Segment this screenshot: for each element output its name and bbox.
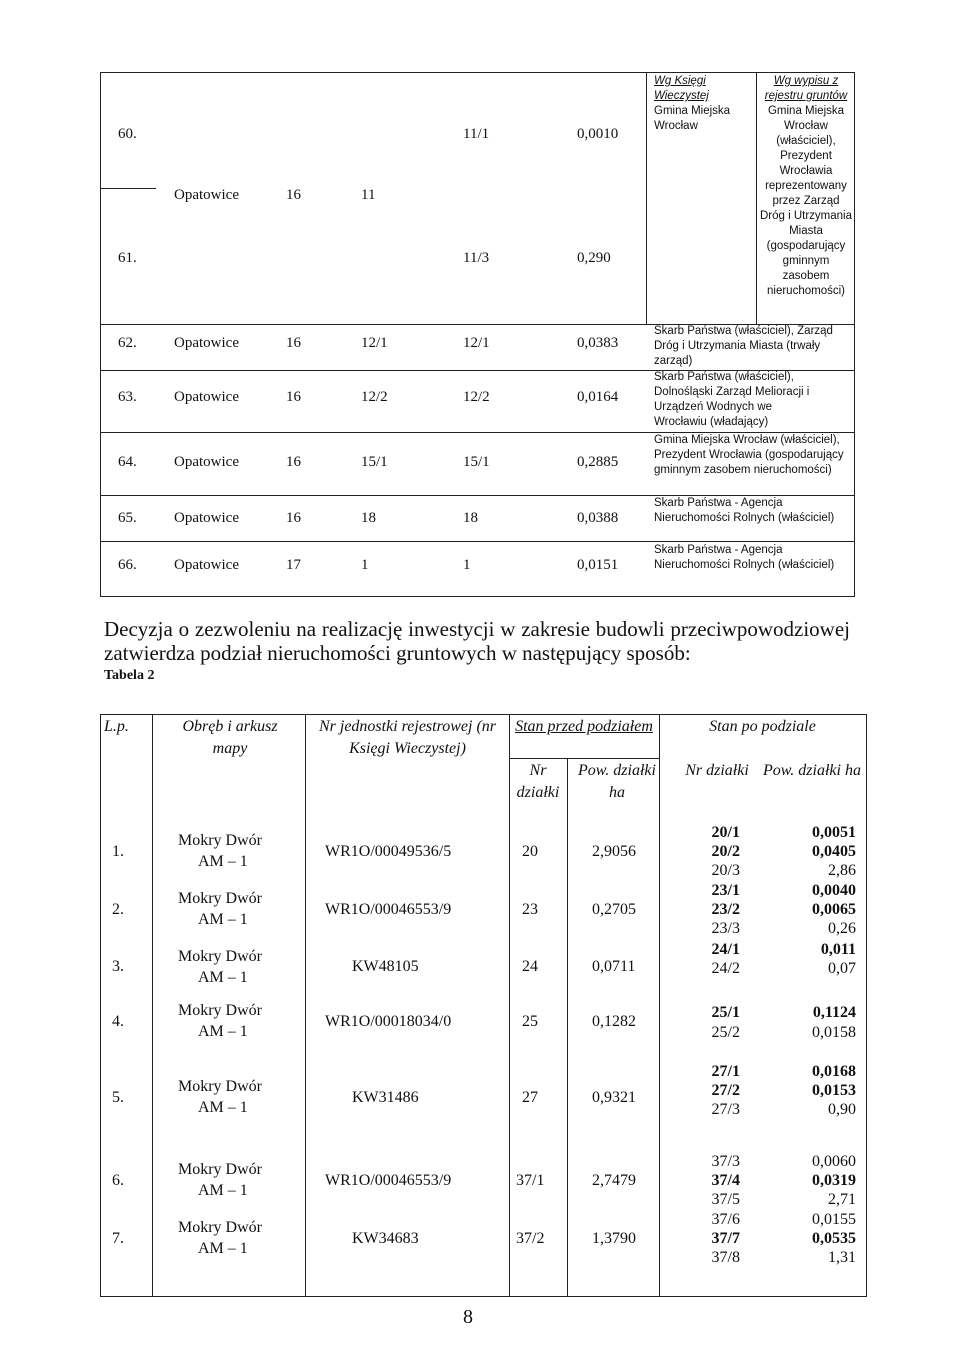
row-lp: 1. <box>112 843 124 860</box>
parcel-area: 0,0383 <box>577 335 619 351</box>
header-before-area: Pow. działki ha <box>578 762 656 801</box>
header-after-nr: Nr działki <box>685 762 749 779</box>
parcel-area: 0,2885 <box>577 454 619 470</box>
parcel-nr-original: 15/1 <box>361 454 388 470</box>
row-lp: 60. <box>118 126 137 142</box>
after-nr: 20/1 <box>711 824 740 841</box>
owner-text: Gmina Miejska Wrocław (właściciel), Prezydent Wrocławia (gospodarujący gminnym zasobem nieruchomości) <box>654 434 844 476</box>
after-area: 0,90 <box>828 1101 856 1118</box>
arkusz: 16 <box>286 510 301 526</box>
after-area: 0,011 <box>820 941 856 958</box>
parcel-nr: 1 <box>463 557 471 573</box>
header-after: Stan po podziale <box>709 718 816 735</box>
parcel-nr-original: 12/1 <box>361 335 388 351</box>
after-area: 0,0535 <box>812 1230 856 1247</box>
after-area: 0,0040 <box>812 882 856 899</box>
header-lp: L.p. <box>104 718 129 735</box>
register-unit: WR1O/00018034/0 <box>325 1013 452 1030</box>
after-nr: 25/2 <box>711 1024 740 1041</box>
decision-paragraph: Decyzja o zezwoleniu na realizację inwestycji w zakresie budowli przeciwpowodziowej zatwierdza podział nieruchomości gruntowych w następujący sposób: <box>104 617 850 665</box>
before-nr: 20 <box>522 843 538 860</box>
parcel-nr: 12/1 <box>463 335 490 351</box>
obreb: Opatowice <box>174 454 239 470</box>
after-nr: 27/3 <box>711 1101 740 1118</box>
obreb-sheet: AM – 1 <box>198 1099 248 1116</box>
owner-text: Skarb Państwa - Agencja Nieruchomości Rolnych (właściciel) <box>654 497 835 524</box>
header-after-area: Pow. działki ha <box>763 762 861 779</box>
owner-kw-cell <box>654 74 752 134</box>
parcel-nr-original: 12/2 <box>361 389 388 405</box>
after-nr: 27/2 <box>711 1082 740 1099</box>
before-nr: 37/2 <box>516 1230 545 1247</box>
obreb-name: Mokry Dwór <box>178 948 262 965</box>
table-row <box>100 370 854 432</box>
obreb: Opatowice <box>174 510 239 526</box>
row-lp: 4. <box>112 1013 124 1030</box>
obreb-sheet: AM – 1 <box>198 1240 248 1257</box>
table-row <box>100 432 854 495</box>
before-nr: 25 <box>522 1013 538 1030</box>
register-unit: KW31486 <box>352 1089 419 1106</box>
after-area: 0,0060 <box>812 1153 856 1170</box>
after-area: 0,26 <box>828 920 856 937</box>
after-nr: 37/4 <box>711 1172 740 1189</box>
parcel-nr: 15/1 <box>463 454 490 470</box>
after-area: 1,31 <box>828 1249 856 1266</box>
after-area: 0,07 <box>828 960 856 977</box>
obreb: Opatowice <box>174 557 239 573</box>
obreb-sheet: AM – 1 <box>198 1023 248 1040</box>
row-lp: 63. <box>118 389 137 405</box>
parcel-nr-original: 11 <box>361 187 376 203</box>
row-lp: 64. <box>118 454 137 470</box>
parcel-nr-original: 18 <box>361 510 376 526</box>
after-area: 0,0319 <box>812 1172 856 1189</box>
register-unit: WR1O/00046553/9 <box>325 1172 452 1189</box>
obreb-name: Mokry Dwór <box>178 1078 262 1095</box>
register-unit: KW48105 <box>352 958 419 975</box>
row-lp: 2. <box>112 901 124 918</box>
parcel-area: 0,0010 <box>577 126 619 142</box>
after-area: 2,71 <box>828 1191 856 1208</box>
obreb: Opatowice <box>174 389 239 405</box>
before-nr: 24 <box>522 958 538 975</box>
after-area: 0,0405 <box>812 843 856 860</box>
obreb-sheet: AM – 1 <box>198 1182 248 1199</box>
row-lp: 61. <box>118 250 137 266</box>
obreb-sheet: AM – 1 <box>198 969 248 986</box>
row-lp: 7. <box>112 1230 124 1247</box>
row-lp: 3. <box>112 958 124 975</box>
parcel-nr: 11/3 <box>463 250 490 266</box>
owner-text: Skarb Państwa (właściciel), Zarząd Dróg i Utrzymania Miasta (trwały zarząd) <box>654 325 833 367</box>
table-row <box>100 495 854 541</box>
after-nr: 37/6 <box>711 1211 740 1228</box>
parcel-area: 0,290 <box>577 250 611 266</box>
before-nr: 27 <box>522 1089 538 1106</box>
row-lp: 6. <box>112 1172 124 1189</box>
owner-kw-heading: Wg Księgi Wieczystej <box>654 75 709 102</box>
row-lp: 65. <box>118 510 137 526</box>
owner-register-cell <box>759 74 853 299</box>
obreb: Opatowice <box>174 335 239 351</box>
obreb-name: Mokry Dwór <box>178 1002 262 1019</box>
before-area: 0,0711 <box>592 958 636 975</box>
arkusz: 16 <box>286 389 301 405</box>
arkusz: 16 <box>286 335 301 351</box>
before-nr: 23 <box>522 901 538 918</box>
header-before-nr: Nr działki <box>516 762 560 801</box>
parcel-nr: 11/1 <box>463 126 490 142</box>
after-nr: 23/2 <box>711 901 740 918</box>
before-area: 0,1282 <box>592 1013 636 1030</box>
before-area: 1,3790 <box>592 1230 636 1247</box>
parcel-area: 0,0151 <box>577 557 619 573</box>
after-nr: 25/1 <box>711 1004 740 1021</box>
page-number: 8 <box>463 1306 473 1328</box>
table-row <box>100 324 854 370</box>
arkusz: 16 <box>286 187 301 203</box>
before-area: 0,2705 <box>592 901 636 918</box>
after-nr: 37/3 <box>711 1153 740 1170</box>
owner-kw-text: Gmina Miejska Wrocław <box>654 105 731 132</box>
before-area: 2,9056 <box>592 843 636 860</box>
header-jednostka: Nr jednostki rejestrowej (nr Księgi Wieczystej) <box>318 718 497 757</box>
before-nr: 37/1 <box>516 1172 545 1189</box>
obreb-name: Mokry Dwór <box>178 832 262 849</box>
register-unit: KW34683 <box>352 1230 419 1247</box>
obreb-name: Mokry Dwór <box>178 890 262 907</box>
obreb-sheet: AM – 1 <box>198 911 248 928</box>
after-nr: 20/3 <box>711 862 740 879</box>
header-obreb: Obręb i arkusz mapy <box>182 718 278 757</box>
obreb-name: Mokry Dwór <box>178 1219 262 1236</box>
header-before: Stan przed podziałem <box>515 718 653 735</box>
obreb-sheet: AM – 1 <box>198 853 248 870</box>
obreb-name: Mokry Dwór <box>178 1161 262 1178</box>
table-caption: Tabela 2 <box>104 668 155 683</box>
after-nr: 37/7 <box>711 1230 740 1247</box>
after-nr: 24/1 <box>711 941 740 958</box>
after-nr: 37/8 <box>711 1249 740 1266</box>
after-nr: 27/1 <box>711 1063 740 1080</box>
arkusz: 16 <box>286 454 301 470</box>
before-area: 2,7479 <box>592 1172 636 1189</box>
after-area: 0,1124 <box>812 1004 856 1021</box>
after-area: 0,0158 <box>812 1024 856 1041</box>
row-lp: 66. <box>118 557 137 573</box>
register-unit: WR1O/00046553/9 <box>325 901 452 918</box>
after-area: 2,86 <box>828 862 856 879</box>
after-area: 0,0065 <box>812 901 856 918</box>
register-unit: WR1O/00049536/5 <box>325 843 452 860</box>
owner-register-heading: Wg wypisu z rejestru gruntów <box>764 75 848 102</box>
after-area: 0,0168 <box>812 1063 856 1080</box>
owner-register-text: Gmina Miejska Wrocław (właściciel), Prezydent Wrocławia reprezentowany przez Zarząd Dróg i Utrzymania Miasta (gospodarujący gminnym zasobem nieruchomości) <box>759 105 853 297</box>
parcel-nr: 12/2 <box>463 389 490 405</box>
table-row <box>100 541 854 596</box>
after-nr: 23/1 <box>711 882 740 899</box>
parcel-nr-original: 1 <box>361 557 369 573</box>
after-area: 0,0153 <box>812 1082 856 1099</box>
row-lp: 62. <box>118 335 137 351</box>
after-nr: 23/3 <box>711 920 740 937</box>
parcel-area: 0,0388 <box>577 510 619 526</box>
after-nr: 24/2 <box>711 960 740 977</box>
after-nr: 37/5 <box>711 1191 740 1208</box>
row-lp: 5. <box>112 1089 124 1106</box>
owner-text: Skarb Państwa - Agencja Nieruchomości Rolnych (właściciel) <box>654 544 835 571</box>
after-area: 0,0155 <box>812 1211 856 1228</box>
after-nr: 20/2 <box>711 843 740 860</box>
parcel-area: 0,0164 <box>577 389 619 405</box>
after-area: 0,0051 <box>812 824 856 841</box>
before-area: 0,9321 <box>592 1089 636 1106</box>
parcel-nr: 18 <box>463 510 478 526</box>
obreb: Opatowice <box>174 187 239 203</box>
owner-text: Skarb Państwa (właściciel), Dolnośląski Zarząd Melioracji i Urządzeń Wodnych we Wrocławiu (władający) <box>654 371 810 428</box>
arkusz: 17 <box>286 557 301 573</box>
